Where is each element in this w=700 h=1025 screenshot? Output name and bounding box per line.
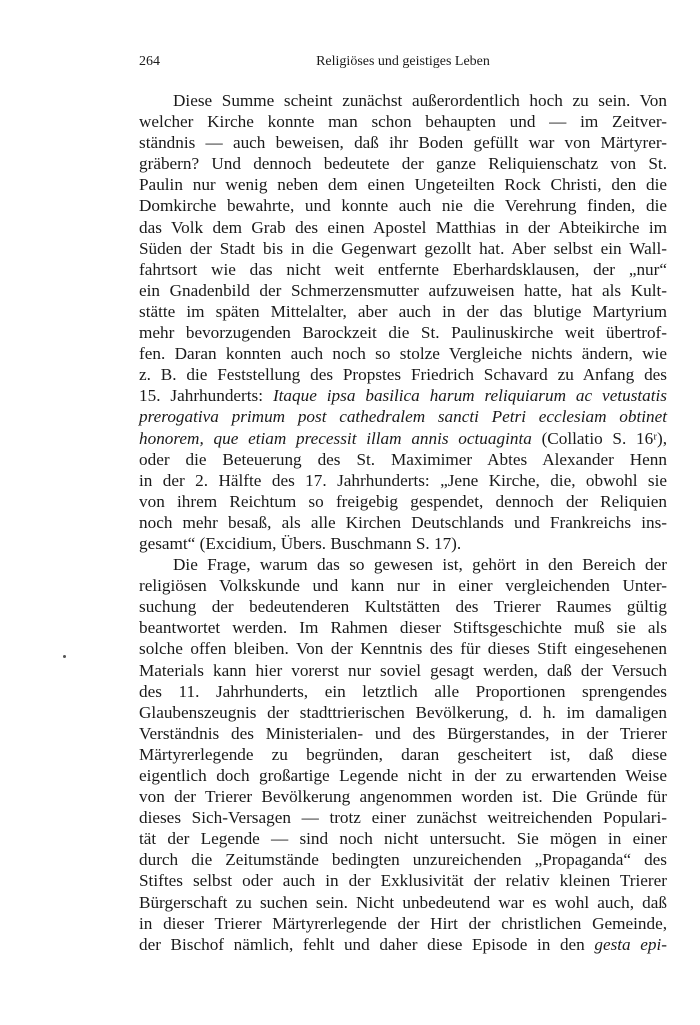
text-line (139, 428, 667, 449)
text-run: Materials kann hier vorerst nur soviel gesagt werden, daß der Versuch (139, 660, 667, 680)
text-line (139, 449, 667, 470)
text-line (139, 322, 667, 343)
text-run: fahrtsort wie das nicht weit entfernte Eberhardsklausen, der „nur“ (139, 259, 667, 279)
text-line (139, 512, 667, 533)
text-line (139, 174, 667, 195)
text-line (139, 406, 667, 427)
page-header (139, 52, 667, 72)
text-line (139, 744, 667, 765)
text-run: oder die Beteuerung des St. Maximimer Abtes Alexander Henn (139, 449, 667, 469)
text-line (139, 111, 667, 132)
text-line (139, 217, 667, 238)
latin-quotation: honorem, que etiam precessit illam annis octuaginta (139, 428, 532, 448)
text-run: Stiftes selbst oder auch in der Exklusivität der relativ kleinen Trierer (139, 871, 667, 891)
text-run: z. B. die Feststellung des Propstes Friedrich Schavard zu Anfang des (139, 365, 667, 385)
text-run: Süden der Stadt bis in die Gegenwart gezollt hat. Aber selbst ein Wall- (139, 238, 667, 258)
text-run: Paulin nur wenig neben dem einen Ungeteilten Rock Christi, den die (139, 175, 667, 195)
text-line (139, 681, 667, 702)
text-line (139, 596, 667, 617)
text-run: in dieser Trierer Märtyrerlegende der Hirt der christlichen Gemeinde, (139, 913, 667, 933)
text-run: 15. Jahrhunderts: (139, 386, 273, 406)
text-run: ständnis — auch beweisen, daß ihr Boden gefüllt war von Märtyrer- (139, 133, 667, 153)
text-run: suchung der bedeutenderen Kultstätten des Trierer Raumes gültig (139, 597, 667, 617)
running-head: Religiöses und geistiges Leben (316, 54, 490, 69)
text-run: in der 2. Hälfte des 17. Jahrhunderts: „Jene Kirche, die, obwohl sie (139, 470, 667, 490)
text-run: eigentlich doch großartige Legende nicht in der zu erwartenden Weise (139, 766, 667, 785)
text-run: religiösen Volkskunde und kann nur in einer vergleichenden Unter- (139, 576, 667, 596)
text-run: Domkirche bewahrte, und konnte auch nie die Verehrung finden, die (139, 196, 667, 216)
text-run: das Volk dem Grab des einen Apostel Matthias in der Abteikirche im (139, 217, 667, 237)
text-run: von der Trierer Bevölkerung angenommen worden ist. Die Gründe für (139, 787, 667, 807)
text-run: des 11. Jahrhunderts, ein letztlich alle Proportionen sprengendes (139, 681, 667, 701)
text-run: solche offen bleiben. Von der Kenntnis des für dieses Stift eingesehenen (139, 639, 667, 659)
text-line (139, 660, 667, 681)
text-line (139, 807, 667, 828)
text-line (139, 343, 667, 364)
text-run: mehr bevorzugenden Barockzeit die St. Paulinuskirche weit übertrof- (139, 323, 667, 343)
text-run: Diese Summe scheint zunächst außerordentlich hoch zu sein. Von (173, 91, 667, 110)
text-line (139, 280, 667, 301)
text-line (139, 765, 667, 786)
text-line (139, 913, 667, 934)
latin-quotation: Itaque ipsa basilica harum reliquiarum ac vetustatis (272, 386, 667, 406)
text-line (139, 301, 667, 322)
text-run: fen. Daran konnten auch noch so stolze Vergleiche nichts ändern, wie (139, 344, 667, 364)
latin-quotation: gesta epi- (594, 934, 667, 954)
text-line (139, 238, 667, 259)
text-run: Bürgerschaft zu suchen sein. Nicht unbedeutend war es wohl auch, daß (139, 892, 667, 912)
text-run: beantwortet werden. Im Rahmen dieser Stiftsgeschichte muß sie als (139, 618, 667, 638)
text-run: noch mehr besaß, als alle Kirchen Deutschlands und Frankreichs ins- (139, 512, 667, 532)
text-line (139, 470, 667, 491)
text-line (139, 828, 667, 849)
text-line (139, 723, 667, 744)
text-line (139, 153, 667, 174)
text-run: Glaubenszeugnis der stadttrierischen Bevölkerung, d. h. im damaligen (139, 702, 667, 722)
text-line (139, 638, 667, 659)
text-line (139, 786, 667, 807)
text-line (139, 934, 667, 955)
text-run: (Collatio S. 16ʳ), (531, 428, 667, 448)
text-run: von ihrem Reichtum so freigebig gespendet, dennoch der Reliquien (139, 491, 667, 511)
text-run: tät der Legende — sind noch nicht untersucht. Sie mögen in einer (139, 829, 667, 849)
latin-quotation: prerogativa primum post cathedralem sancti Petri ecclesiam obtinet (139, 407, 667, 427)
text-run: welcher Kirche konnte man schon behaupten und — im Zeitver- (139, 112, 667, 132)
text-run: gräbern? Und dennoch bedeutete der ganze Reliquienschatz von St. (139, 154, 667, 174)
text-run: dieses Sich-Versagen — trotz einer zunächst weitreichenden Populari- (139, 808, 667, 828)
text-run: Verständnis des Ministerialen- und des Bürgerstandes, in der Trierer (139, 723, 667, 743)
text-run: stätte im späten Mittelalter, aber auch in der das blutige Martyrium (139, 301, 667, 321)
body-text (139, 90, 667, 955)
text-line (139, 870, 667, 891)
text-run: der Bischof nämlich, fehlt und daher diese Episode in den (139, 934, 595, 954)
text-line (139, 849, 667, 870)
text-line (139, 259, 667, 280)
text-run: Die Frage, warum das so gewesen ist, gehört in den Bereich der (173, 555, 667, 575)
text-line (139, 892, 667, 913)
text-run: ein Gnadenbild der Schmerzensmutter aufzuweisen hatte, hat als Kult- (139, 280, 667, 300)
text-line (139, 702, 667, 723)
text-line (139, 90, 667, 111)
margin-speck (63, 655, 66, 658)
text-run: gesamt“ (Excidium, Übers. Buschmann S. 17). (139, 533, 462, 553)
text-line (139, 491, 667, 512)
text-line (139, 575, 667, 596)
text-line (139, 533, 667, 554)
text-line (139, 132, 667, 153)
text-line (139, 554, 667, 575)
text-run: Märtyrerlegende zu begründen, daran gescheitert ist, daß diese (139, 744, 667, 764)
text-line (139, 617, 667, 638)
text-line (139, 195, 667, 216)
text-line (139, 364, 667, 385)
text-line (139, 385, 667, 406)
text-run: durch die Zeitumstände bedingten unzureichenden „Propaganda“ des (139, 850, 667, 870)
page-number: 264 (139, 54, 160, 69)
